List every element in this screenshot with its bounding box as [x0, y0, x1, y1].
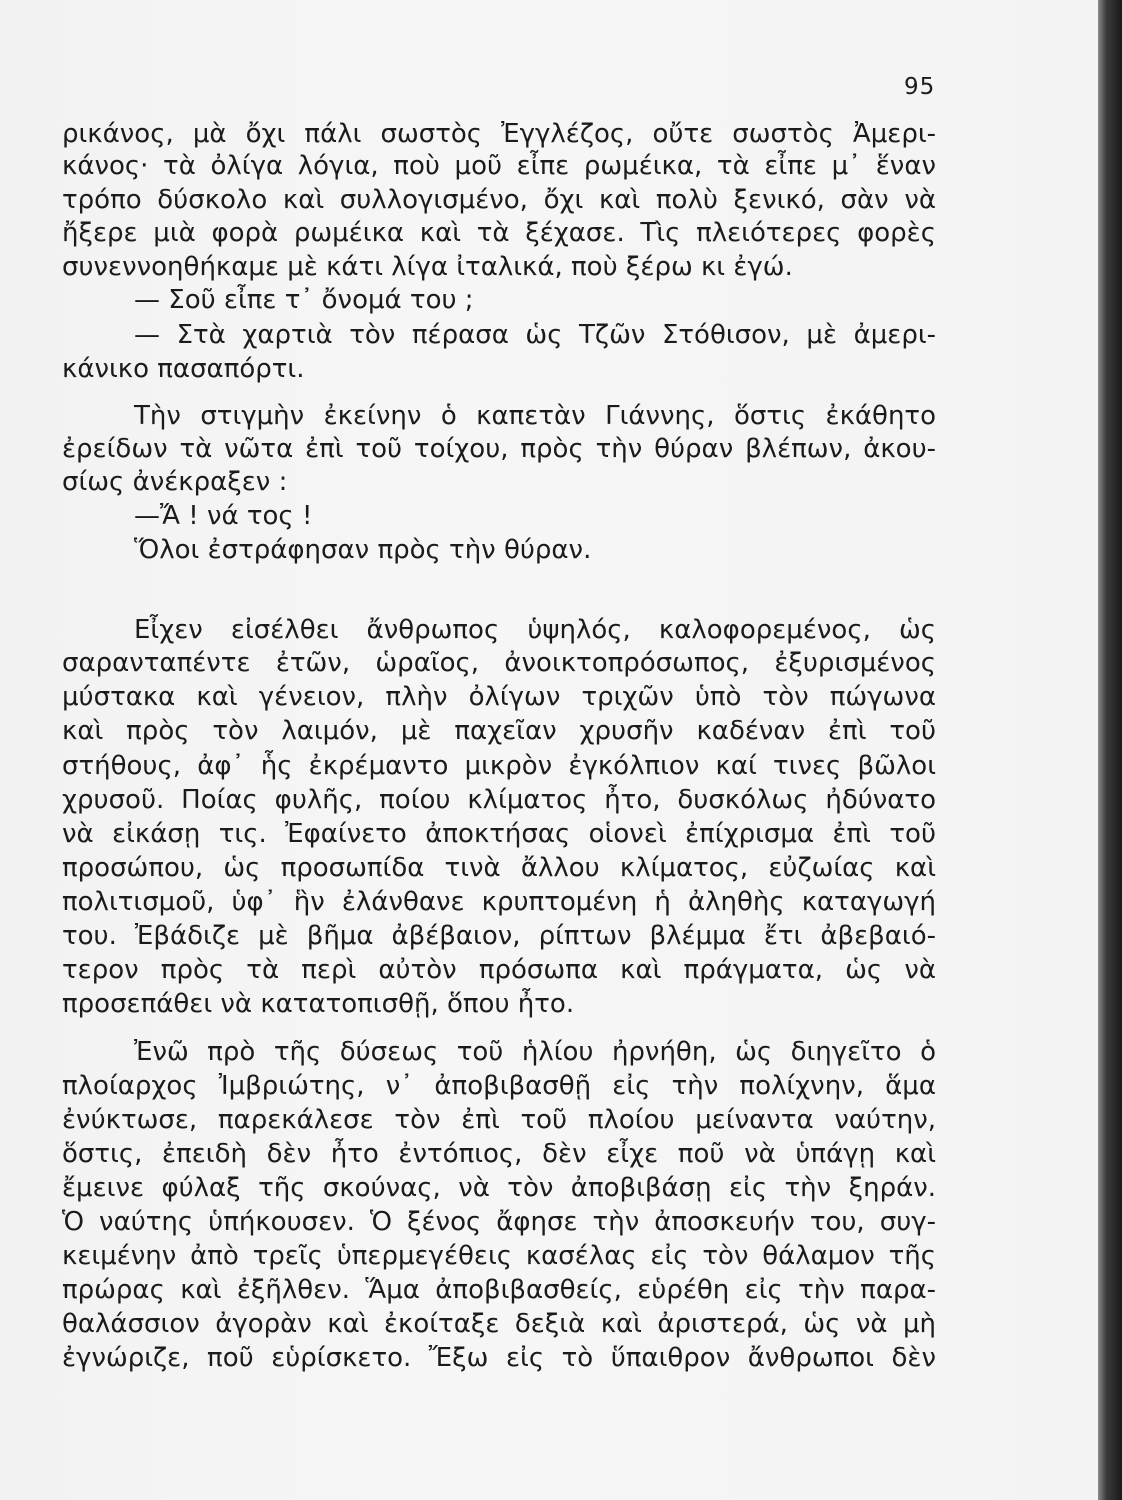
text-line: τερον πρὸς τὰ περὶ αὐτὸν πρόσωπα καὶ πράγματα, ὡς νὰ: [62, 955, 936, 985]
text-line: ἐγνώριζε, ποῦ εὑρίσκετο. Ἔξω εἰς τὸ ὕπαιθρον ἄνθρωποι δὲν: [62, 1343, 936, 1373]
text-line: ἐνύκτωσε, παρεκάλεσε τὸν ἐπὶ τοῦ πλοίου μείναντα ναύτην,: [62, 1105, 936, 1135]
text-line: Ὅλοι ἐστράφησαν πρὸς τὴν θύραν.: [134, 535, 592, 565]
text-line: ἤξερε μιὰ φορὰ ρωμέικα καὶ τὰ ξέχασε. Τὶς πλειότερες φορὲς: [62, 218, 936, 248]
text-line: Ἐνῶ πρὸ τῆς δύσεως τοῦ ἡλίου ἠρνήθη, ὡς διηγεῖτο ὁ: [134, 1037, 936, 1067]
text-line: συνεννοηθήκαμε μὲ κάτι λίγα ἰταλικά, ποὺ ξέρω κι ἐγώ.: [62, 252, 793, 282]
text-line: κειμένην ἀπὸ τρεῖς ὑπερμεγέθεις κασέλας εἰς τὸν θάλαμον τῆς: [62, 1241, 936, 1271]
text-line: τρόπο δύσκολο καὶ συλλογισμένο, ὄχι καὶ πολὺ ξενικό, σὰν νὰ: [62, 185, 936, 215]
text-line: κάνικο πασαπόρτι.: [62, 354, 305, 384]
text-line: Τὴν στιγμὴν ἐκείνην ὁ καπετὰν Γιάννης, ὅστις ἐκάθητο: [134, 401, 936, 431]
text-line: στήθους, ἀφ᾽ ἧς ἐκρέμαντο μικρὸν ἐγκόλπιον καί τινες βῶλοι: [62, 751, 936, 781]
text-line: προσώπου, ὡς προσωπίδα τινὰ ἄλλου κλίματος, εὐζωίας καὶ: [62, 853, 936, 883]
book-spine-shadow: [1098, 0, 1122, 1500]
text-line: νὰ εἰκάσῃ τις. Ἐφαίνετο ἀποκτήσας οἱονεὶ ἐπίχρισμα ἐπὶ τοῦ: [62, 819, 936, 849]
text-line: χρυσοῦ. Ποίας φυλῆς, ποίου κλίματος ἦτο, δυσκόλως ἠδύνατο: [62, 785, 936, 815]
text-line: — Σοῦ εἶπε τ᾽ ὄνομά του ;: [134, 285, 474, 315]
text-line: θαλάσσιον ἀγορὰν καὶ ἐκοίταξε δεξιὰ καὶ ἀριστερά, ὡς νὰ μὴ: [62, 1309, 936, 1339]
page-number: 95: [904, 74, 936, 100]
text-line: — Στὰ χαρτιὰ τὸν πέρασα ὡς Τζῶν Στόθισον, μὲ ἀμερι-: [134, 320, 936, 350]
text-line: μύστακα καὶ γένειον, πλὴν ὀλίγων τριχῶν ὑπὸ τὸν πώγωνα: [62, 682, 936, 712]
text-line: καὶ πρὸς τὸν λαιμόν, μὲ παχεῖαν χρυσῆν καδέναν ἐπὶ τοῦ: [62, 716, 936, 746]
text-line: Ὁ ναύτης ὑπήκουσεν. Ὁ ξένος ἄφησε τὴν ἀποσκευήν του, συγ-: [62, 1207, 936, 1237]
text-line: σίως ἀνέκραξεν :: [62, 467, 288, 497]
text-line: του. Ἐβάδιζε μὲ βῆμα ἀβέβαιον, ρίπτων βλέμμα ἔτι ἀβεβαιό-: [62, 921, 936, 951]
text-line: προσεπάθει νὰ κατατοπισθῇ, ὅπου ἦτο.: [62, 989, 575, 1019]
text-line: —Ἄ ! νά τος !: [134, 501, 313, 531]
text-line: ρικάνος, μὰ ὄχι πάλι σωστὸς Ἐγγλέζος, οὔτε σωστὸς Ἀμερι-: [62, 119, 936, 149]
text-line: πρώρας καὶ ἐξῆλθεν. Ἅμα ἀποβιβασθείς, εὑρέθη εἰς τὴν παρα-: [62, 1275, 936, 1305]
text-line: ἔμεινε φύλαξ τῆς σκούνας, νὰ τὸν ἀποβιβάσῃ εἰς τὴν ξηράν.: [62, 1173, 936, 1203]
text-line: πλοίαρχος Ἰμβριώτης, ν᾽ ἀποβιβασθῇ εἰς τὴν πολίχνην, ἅμα: [62, 1071, 936, 1101]
text-line: ὅστις, ἐπειδὴ δὲν ἦτο ἐντόπιος, δὲν εἶχε ποῦ νὰ ὑπάγῃ καὶ: [62, 1139, 936, 1169]
text-line: κάνος· τὰ ὀλίγα λόγια, ποὺ μοῦ εἶπε ρωμέικα, τὰ εἶπε μ᾽ ἕναν: [62, 151, 936, 181]
text-line: ἐρείδων τὰ νῶτα ἐπὶ τοῦ τοίχου, πρὸς τὴν θύραν βλέπων, ἀκου-: [62, 434, 936, 464]
text-line: Εἶχεν εἰσέλθει ἄνθρωπος ὑψηλός, καλοφορεμένος, ὡς: [134, 615, 936, 645]
text-line: σαρανταπέντε ἐτῶν, ὡραῖος, ἀνοικτοπρόσωπος, ἐξυρισμένος: [62, 648, 936, 678]
text-line: πολιτισμοῦ, ὑφ᾽ ἣν ἐλάνθανε κρυπτομένη ἡ ἀληθὴς καταγωγή: [62, 887, 936, 917]
